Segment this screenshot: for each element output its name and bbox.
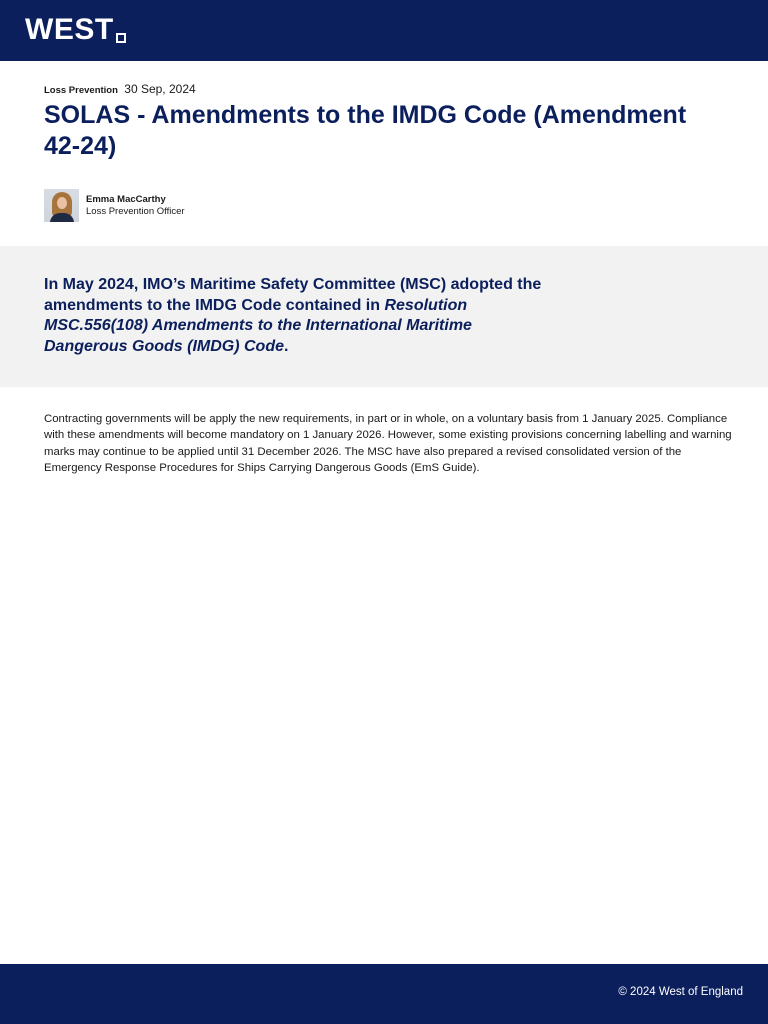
avatar-body [50,213,74,222]
author-role: Loss Prevention Officer [86,205,185,217]
logo-square-icon [116,33,126,43]
article-date: 30 Sep, 2024 [124,82,196,96]
logo-text: WEST [25,13,114,46]
intro-panel [0,246,768,387]
page-footer [0,964,768,1024]
article-meta [44,82,196,96]
intro-end: . [284,337,289,355]
author-block [44,189,185,222]
west-logo[interactable] [25,14,126,46]
avatar-face [57,197,67,209]
article-category[interactable]: Loss Prevention [44,85,118,96]
author-name[interactable]: Emma MacCarthy [86,193,166,205]
author-text [86,194,185,218]
page-header [0,0,768,61]
intro-resolution-title: Resolution MSC.556(108) Amendments to the International Maritime Dangerous Goods (IMDG) Code [44,296,472,355]
article-body: Contracting governments will be apply the new requirements, in part or in whole, on a voluntary basis from 1 January 2025. Compliance with these amendments will become mandatory on 1 January 2026. However, some existing provisions concerning labelling and warning marks may continue to be applied until 31 December 2026. The MSC have also prepared a revised consolidated version of the Emergency Response Procedures for Ships Carrying Dangerous Goods (EmS Guide). [44,413,732,475]
copyright-notice: © 2024 West of England [618,986,743,998]
author-avatar [44,189,79,222]
intro-text [44,275,544,357]
article-title: SOLAS - Amendments to the IMDG Code (Amendment 42-24) [44,101,687,160]
intro-plain: In May 2024, IMO’s Maritime Safety Committee (MSC) adopted the amendments to the IMDG Code contained in [44,276,542,314]
